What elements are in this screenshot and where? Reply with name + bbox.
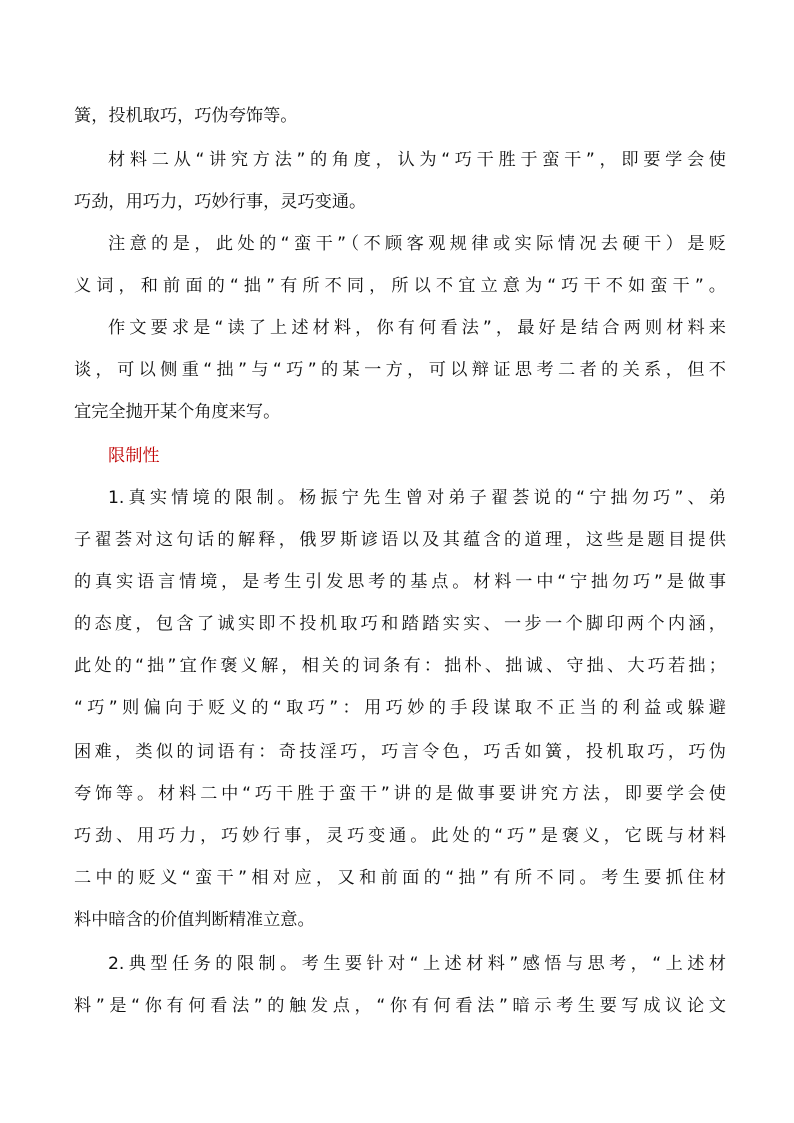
text-line: “巧”则偏向于贬义的“取巧”：用巧妙的手段谋取不正当的利益或躲避 (74, 698, 726, 718)
text-line: 此处的“拙”宜作褒义解，相关的词条有：拙朴、拙诚、守拙、大巧若拙； (74, 656, 726, 676)
text-line: 簧，投机取巧，巧伪夸饰等。 (74, 106, 298, 126)
text-line: 材料二从“讲究方法”的角度，认为“巧干胜于蛮干”，即要学会使 (108, 150, 726, 170)
text-line: 料中暗含的价值判断精准立意。 (74, 910, 315, 930)
text-line: 2.典型任务的限制。考生要针对“上述材料”感悟与思考，“上述材 (108, 954, 726, 974)
text-line: 夸饰等。材料二中“巧干胜于蛮干”讲的是做事要讲究方法，即要学会使 (74, 784, 726, 804)
text-line: 注意的是，此处的“蛮干”（不顾客观规律或实际情况去硬干）是贬 (108, 234, 726, 254)
text-line: 二中的贬义“蛮干”相对应，又和前面的“拙”有所不同。考生要抓住材 (74, 868, 726, 888)
text-line: 巧劲、用巧力，巧妙行事，灵巧变通。此处的“巧”是褒义，它既与材料 (74, 826, 726, 846)
text-line: 的真实语言情境，是考生引发思考的基点。材料一中“宁拙勿巧”是做事 (74, 572, 726, 592)
text-line: 料”是“你有何看法”的触发点，“你有何看法”暗示考生要写成议论文 (74, 996, 726, 1016)
text-line: 1.真实情境的限制。杨振宁先生曾对弟子翟荟说的“宁拙勿巧”、弟 (108, 488, 726, 508)
text-line: 巧劲，用巧力，巧妙行事，灵巧变通。 (74, 192, 367, 212)
section-heading: 限制性 (108, 446, 160, 466)
text-line: 宜完全抛开某个角度来写。 (74, 402, 281, 422)
text-line: 困难，类似的词语有：奇技淫巧，巧言令色，巧舌如簧，投机取巧，巧伪 (74, 742, 726, 762)
text-line: 谈，可以侧重“拙”与“巧”的某一方，可以辩证思考二者的关系，但不 (74, 360, 726, 380)
text-line: 子翟荟对这句话的解释，俄罗斯谚语以及其蕴含的道理，这些是题目提供 (74, 530, 726, 550)
text-line: 的态度，包含了诚实即不投机取巧和踏踏实实、一步一个脚印两个内涵， (74, 614, 726, 634)
text-line: 义词，和前面的“拙”有所不同，所以不宜立意为“巧干不如蛮干”。 (74, 276, 726, 296)
text-line: 作文要求是“读了上述材料，你有何看法”，最好是结合两则材料来 (108, 318, 726, 338)
